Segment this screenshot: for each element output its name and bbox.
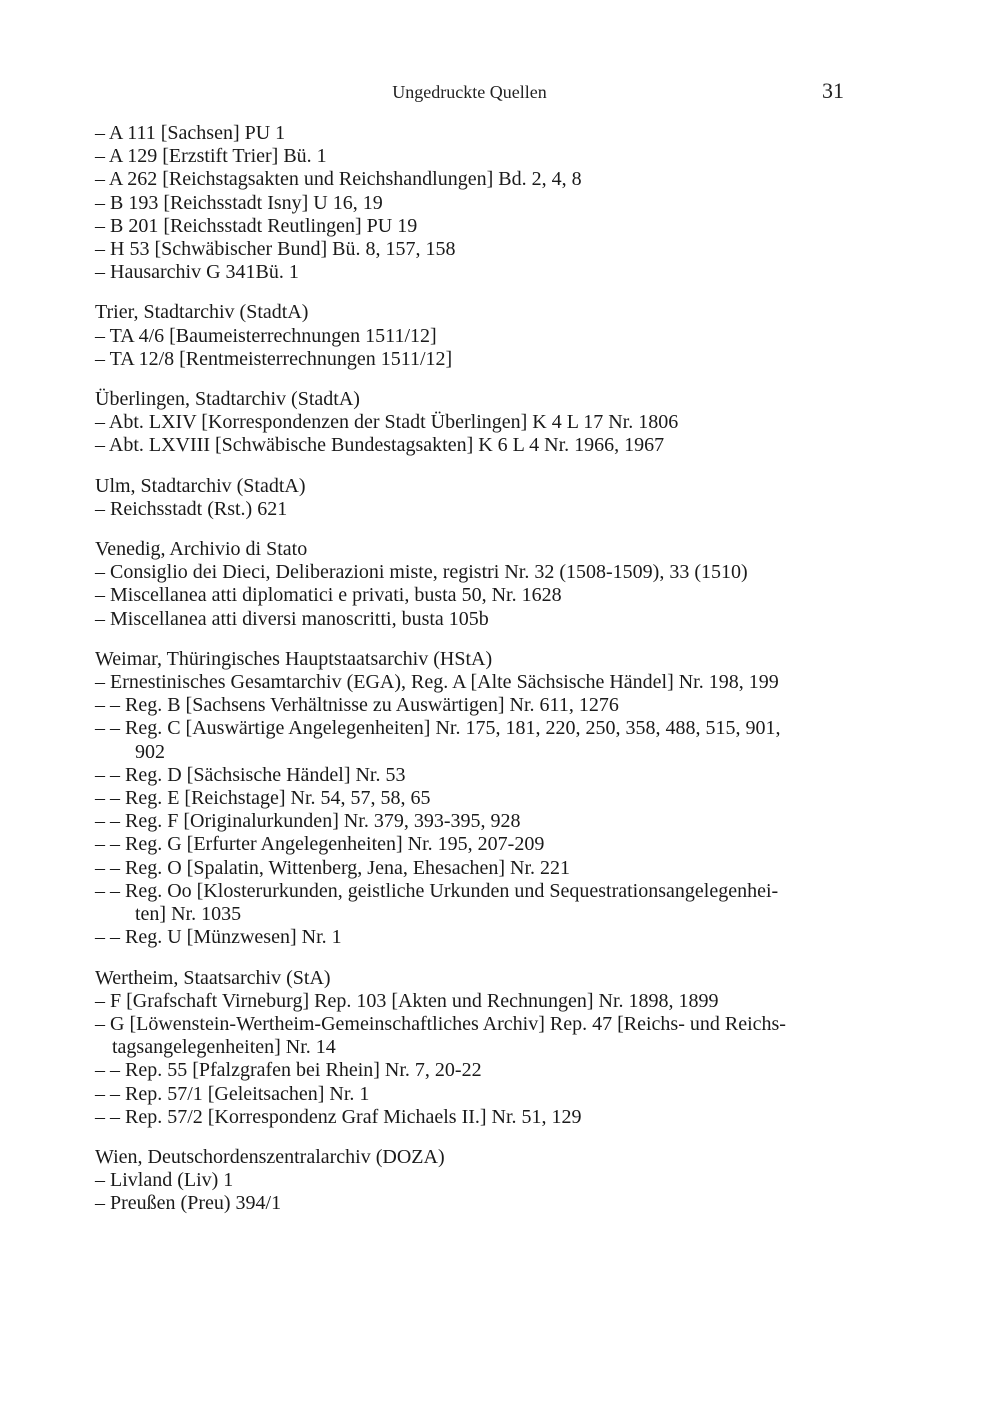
source-entry: – Abt. LXIV [Korrespondenzen der Stadt Überlingen] K 4 L 17 Nr. 1806 (95, 411, 679, 434)
archive-heading: Trier, Stadtarchiv (StadtA) (95, 301, 309, 324)
source-entry: – – Reg. F [Originalurkunden] Nr. 379, 393-395, 928 (95, 810, 521, 833)
archive-section-trier (95, 301, 845, 371)
archive-heading: Ulm, Stadtarchiv (StadtA) (95, 474, 306, 497)
source-entry: – Miscellanea atti diversi manoscritti, busta 105b (95, 607, 489, 630)
source-entry: – – Reg. O [Spalatin, Wittenberg, Jena, Ehesachen] Nr. 221 (95, 856, 571, 879)
source-entry: – Consiglio dei Dieci, Deliberazioni miste, registri Nr. 32 (1508-1509), 33 (1510) (95, 561, 748, 584)
archive-section-ueberlingen (95, 388, 845, 458)
archive-section-venedig (95, 538, 845, 631)
source-entry: – A 111 [Sachsen] PU 1 (95, 122, 286, 144)
archive-heading: Weimar, Thüringisches Hauptstaatsarchiv (HStA) (95, 647, 493, 670)
source-entry: – – Reg. E [Reichstage] Nr. 54, 57, 58, 65 (95, 787, 431, 810)
source-entry: – Reichsstadt (Rst.) 621 (95, 497, 288, 520)
source-entry: – – Reg. G [Erfurter Angelegenheiten] Nr. 195, 207-209 (95, 833, 545, 856)
archive-section-wertheim (95, 967, 845, 1129)
archive-section-ulm (95, 475, 845, 521)
source-entry: – – Rep. 55 [Pfalzgrafen bei Rhein] Nr. 7, 20-22 (95, 1059, 482, 1082)
source-entry: – B 193 [Reichsstadt Isny] U 16, 19 (95, 191, 383, 214)
source-entry: – G [Löwenstein-Wertheim-Gemeinschaftliches Archiv] Rep. 47 [Reichs- und Reichs- (95, 1012, 786, 1035)
source-entry: – – Reg. Oo [Klosterurkunden, geistliche Urkunden und Sequestrationsangelegenhei- (95, 879, 779, 902)
archive-heading: Wien, Deutschordenszentralarchiv (DOZA) (95, 1145, 445, 1168)
running-header (95, 78, 844, 108)
running-title: Ungedruckte Quellen (392, 82, 547, 102)
source-entry: – – Reg. B [Sachsens Verhältnisse zu Auswärtigen] Nr. 611, 1276 (95, 694, 619, 717)
source-entry: – A 262 [Reichstagsakten und Reichshandlungen] Bd. 2, 4, 8 (95, 168, 582, 191)
source-entry: – TA 4/6 [Baumeisterrechnungen 1511/12] (95, 324, 437, 347)
source-entry: – Miscellanea atti diplomatici e privati, busta 50, Nr. 1628 (95, 584, 562, 607)
source-list (95, 122, 845, 1233)
source-entry: – – Reg. U [Münzwesen] Nr. 1 (95, 926, 342, 949)
source-entry: – Preußen (Preu) 394/1 (95, 1192, 282, 1215)
archive-heading: Wertheim, Staatsarchiv (StA) (95, 966, 331, 989)
source-entry: – – Reg. C [Auswärtige Angelegenheiten] Nr. 175, 181, 220, 250, 358, 488, 515, 901, (95, 717, 781, 740)
archive-section-stuttgart (95, 122, 845, 284)
source-entry: – H 53 [Schwäbischer Bund] Bü. 8, 157, 158 (95, 238, 456, 261)
source-entry: – TA 12/8 [Rentmeisterrechnungen 1511/12] (95, 347, 453, 370)
source-entry: – Livland (Liv) 1 (95, 1169, 234, 1192)
source-entry-continuation: tagsangelegenheiten] Nr. 14 (112, 1036, 336, 1059)
archive-heading: Venedig, Archivio di Stato (95, 538, 308, 561)
source-entry-continuation: 902 (135, 740, 165, 763)
source-entry: – – Rep. 57/2 [Korrespondenz Graf Michaels II.] Nr. 51, 129 (95, 1105, 582, 1128)
archive-section-weimar (95, 648, 845, 950)
source-entry: – Ernestinisches Gesamtarchiv (EGA), Reg. A [Alte Sächsische Händel] Nr. 198, 199 (95, 671, 779, 694)
source-entry: – Hausarchiv G 341Bü. 1 (95, 261, 299, 284)
source-entry: – F [Grafschaft Virneburg] Rep. 103 [Akten und Rechnungen] Nr. 1898, 1899 (95, 989, 719, 1012)
page-number: 31 (822, 78, 844, 103)
source-entry: – B 201 [Reichsstadt Reutlingen] PU 19 (95, 214, 418, 237)
source-entry: – Abt. LXVIII [Schwäbische Bundestagsakten] K 6 L 4 Nr. 1966, 1967 (95, 434, 665, 457)
archive-section-wien (95, 1146, 845, 1216)
source-entry: – – Rep. 57/1 [Geleitsachen] Nr. 1 (95, 1082, 370, 1105)
source-entry-continuation: ten] Nr. 1035 (135, 903, 242, 926)
source-entry: – – Reg. D [Sächsische Händel] Nr. 53 (95, 763, 406, 786)
archive-heading: Überlingen, Stadtarchiv (StadtA) (95, 388, 360, 411)
source-entry: – A 129 [Erzstift Trier] Bü. 1 (95, 145, 327, 168)
